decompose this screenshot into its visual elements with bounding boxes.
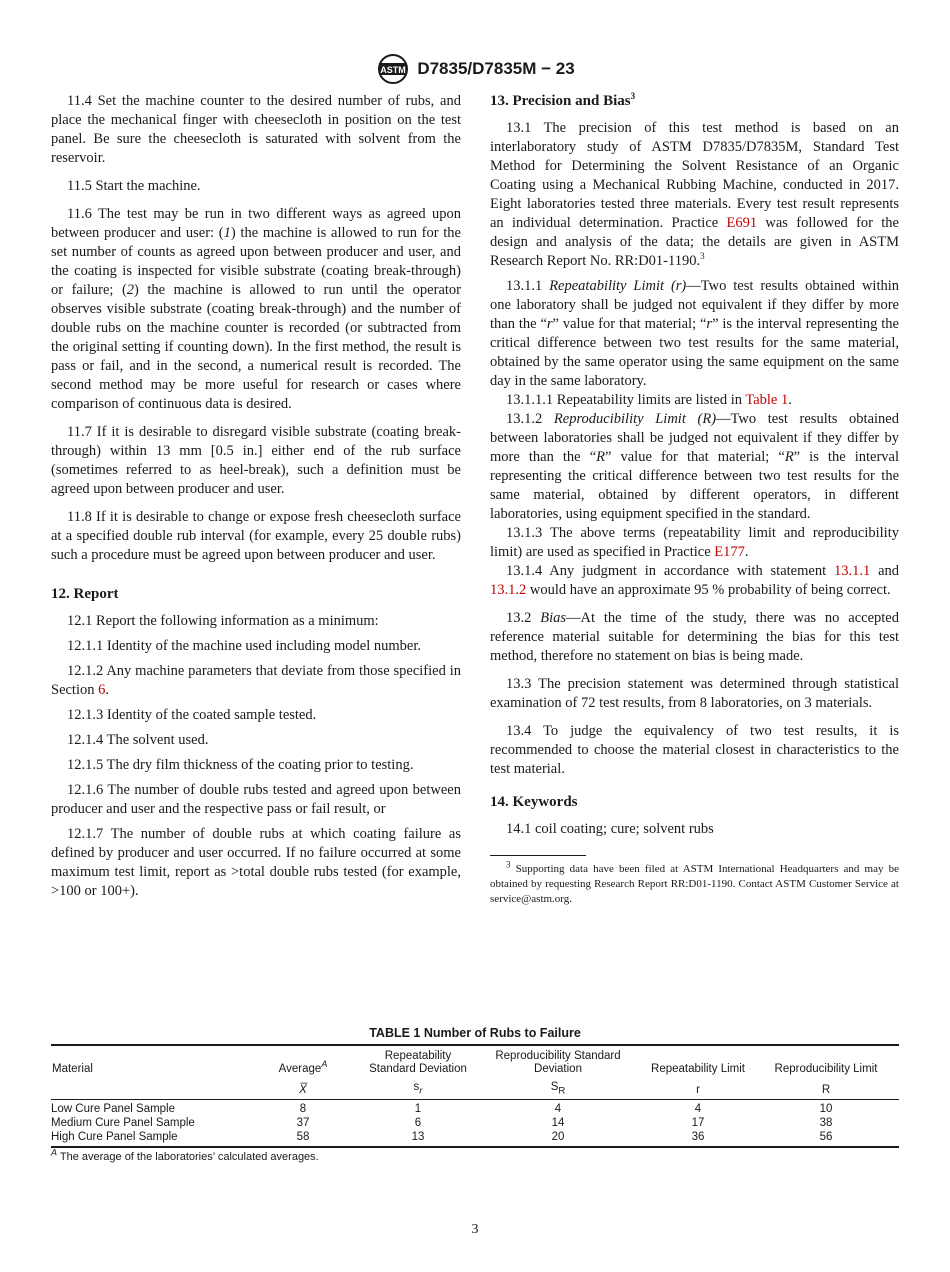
section-13-2: 13.2 Bias—At the time of the study, there was no accepted reference material suitable for determining the bias for this test method, therefore no statement on bias is being made. xyxy=(490,610,899,664)
designation-title: D7835/D7835M − 23 xyxy=(417,59,575,78)
col-header-average: Average$^A$ xyxy=(243,1045,363,1077)
section-11-4: 11.4 Set the machine counter to the desired number of rubs, and place the mechanical finger with cheesecloth in position on the test panel. Be sure the cheesecloth is saturated with solvent from the reservoir. xyxy=(51,93,461,166)
section-13-1-2: 13.1.2 Reproducibility Limit (R)—Two test results obtained between laboratories shall be judged not equivalent if they differ by more than the “R” value for that material; “R” is the interval representing the critical difference between two test results for the same material, obtained by different operators, in different laboratories, using equipment specified in the standard. xyxy=(490,411,899,522)
col-header-material: Material xyxy=(51,1045,243,1077)
e691-link[interactable]: E691 xyxy=(726,215,758,231)
table-symbol-row xyxy=(51,1077,899,1100)
table-header-row xyxy=(51,1045,899,1077)
table-row: Medium Cure Panel Sample 37 6 14 17 38 xyxy=(51,1117,833,1130)
right-column xyxy=(490,92,899,913)
rubs-to-failure-table xyxy=(51,1044,899,1148)
page-header xyxy=(0,52,950,86)
section-13-1-1-link[interactable]: 13.1.1 xyxy=(833,563,871,579)
svg-text:ASTM: ASTM xyxy=(380,65,407,75)
table-caption: TABLE 1 Number of Rubs to Failure xyxy=(369,1026,581,1040)
section-13-1-4: 13.1.4 Any judgment in accordance with statement 13.1.1 and 13.1.2 would have an approximate 95 % probability of being correct. xyxy=(490,563,900,598)
section-13-3: 13.3 The precision statement was determined through statistical examination of 72 test results, from 8 laboratories, on 3 materials. xyxy=(490,676,899,711)
section-12-1: 12.1 Report the following information as a minimum: xyxy=(67,613,379,629)
section-12-1-5: 12.1.5 The dry film thickness of the coating prior to testing. xyxy=(67,757,414,773)
symbol-blank xyxy=(51,1077,243,1100)
table-row: High Cure Panel Sample 58 13 20 36 56 xyxy=(51,1130,899,1147)
e177-link[interactable]: E177 xyxy=(714,544,745,560)
left-column xyxy=(51,92,461,907)
section-13-1-1: 13.1.1 Repeatability Limit (r)—Two test results obtained within one laboratory shall be judged not equivalent if they differ by more than the “r” value for that material; “r” is the interval representing the critical difference between two test results for the same material, obtained by the same operator using the same equipment on the same day in the same laboratory. xyxy=(490,278,900,389)
section-11-8: 11.8 If it is desirable to change or expose fresh cheesecloth surface at a specified double rub interval (for example, every 25 double rubs) such a procedure must be agreed upon between producer and user. xyxy=(51,509,461,563)
section-12-1-2: 12.1.2 Any machine parameters that deviate from those specified in Section 6. xyxy=(51,663,461,698)
footnote-3: $^3$ Supporting data have been filed at ASTM International Headquarters and may be obtained by requesting Research Report RR:D01-1190. Contact ASTM Customer Service at service@astm.org. xyxy=(490,859,899,905)
col-header-repeatability-sd: Repeatability Standard Deviation xyxy=(363,1045,473,1077)
symbol-R: R xyxy=(753,1077,899,1100)
section-12-1-1: 12.1.1 Identity of the machine used including model number. xyxy=(67,638,421,654)
section-13-1-3: 13.1.3 The above terms (repeatability limit and reproducibility limit) are used as specified in Practice E177. xyxy=(490,525,899,560)
heading-12-report: 12. Report xyxy=(51,586,119,602)
symbol-sr: $s_r$ xyxy=(363,1077,473,1100)
section-11-6: 11.6 The test may be run in two different ways as agreed upon between producer and user: (1) the machine is allowed to run for the set number of counts as agreed upon between producer and user, and the coating is inspected for visible substrate (coating break-through) or failure; (2) the machine is allowed to run until the operator observes visible substrate (coating break-through) and the number of double rubs on the machine counter is recorded (or subtracted from the original setting if counting down). In the first method, the result is pass or fail, and in the second, a numerical result is recorded. The second method may be more useful for research or cases where comparison of continuous data is desired. xyxy=(51,206,461,412)
table-1-link[interactable]: Table 1 xyxy=(745,392,789,408)
section-13-1: 13.1 The precision of this test method is based on an interlaboratory study of ASTM D7835/D7835M, Standard Test Method for Determining the Solvent Resistance of an Organic Coating using a Mechanical Rubbing Machine, conducted in 2017. Eight laboratories tested three materials. Every test result represents an individual determination. Practice E691 was followed for the design and analysis of the data; the details are given in ASTM Research Report No. RR:D01-1190.$^3$ xyxy=(490,120,899,269)
astm-logo-icon xyxy=(375,52,411,86)
section-12-1-7: 12.1.7 The number of double rubs at which coating failure as defined by producer and user occurred. If no failure occurred at some maximum test limit, report as >total double rubs tested (for example, >100 or 100+). xyxy=(51,826,461,899)
symbol-x-bar: X̅ xyxy=(243,1077,363,1100)
heading-13-precision-bias: 13. Precision and Bias$^3$ xyxy=(490,91,636,109)
section-12-1-3: 12.1.3 Identity of the coated sample tested. xyxy=(67,707,317,723)
col-header-reproducibility-limit: Reproducibility Limit xyxy=(753,1045,899,1077)
section-12-1-6: 12.1.6 The number of double rubs tested and agreed upon between producer and user and the respective pass or fail result, or xyxy=(51,782,461,817)
section-14-1: 14.1 coil coating; cure; solvent rubs xyxy=(506,821,714,837)
section-13-4: 13.4 To judge the equivalency of two test results, it is recommended to choose the material closest in characteristics to the test material. xyxy=(490,723,899,777)
footnote-ref-3: 3 xyxy=(630,91,636,101)
section-11-7: 11.7 If it is desirable to disregard visible substrate (coating break-through) within 13 mm [0.5 in.] either end of the rub surface (sometimes referred to as heel-break), such a definition must be agreed upon between producer and user. xyxy=(51,424,461,497)
symbol-SR: $S_R$ xyxy=(473,1077,643,1100)
section-11-5: 11.5 Start the machine. xyxy=(67,178,201,194)
table-footnote: $^A$ The average of the laboratories’ calculated averages. xyxy=(51,1147,319,1164)
section-13-1-2-link[interactable]: 13.1.2 xyxy=(490,582,527,598)
table-row: Low Cure Panel Sample 8 1 4 4 10 xyxy=(51,1103,833,1116)
table-1 xyxy=(51,1026,899,1163)
symbol-r: r xyxy=(643,1077,753,1100)
section-12-1-4: 12.1.4 The solvent used. xyxy=(67,732,209,748)
footnote-divider xyxy=(490,855,586,856)
col-header-repeatability-limit: Repeatability Limit xyxy=(643,1045,753,1077)
section-13-1-1-1: 13.1.1.1 Repeatability limits are listed in Table 1. xyxy=(506,392,792,408)
heading-14-keywords: 14. Keywords xyxy=(490,794,578,810)
page-number: 3 xyxy=(471,1222,479,1237)
section-6-link[interactable]: 6 xyxy=(98,682,106,698)
col-header-reproducibility-sd: Reproducibility Standard Deviation xyxy=(473,1045,643,1077)
